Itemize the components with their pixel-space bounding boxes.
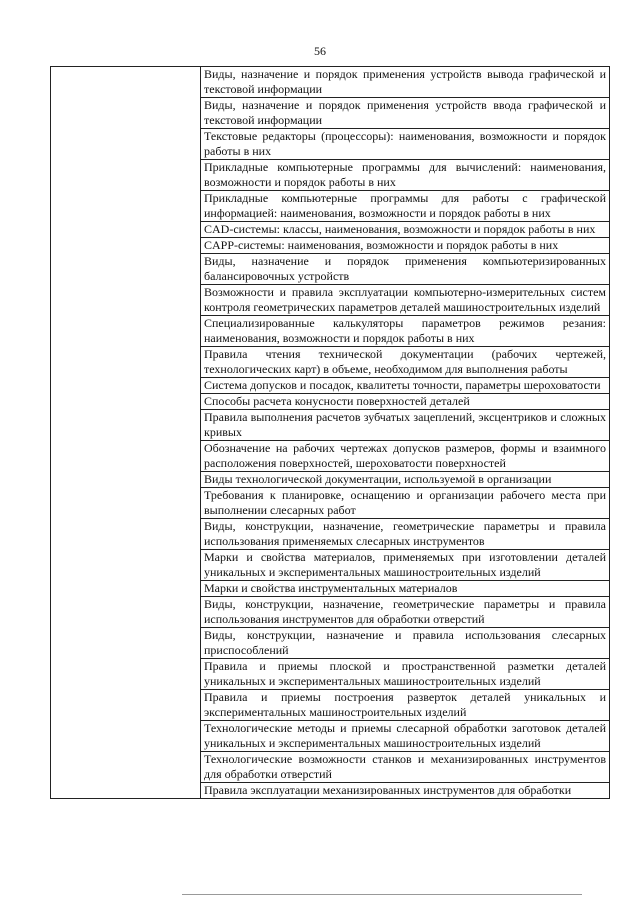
knowledge-item: Требования к планировке, оснащению и организации рабочего места при выполнении слесарных работ xyxy=(201,488,610,519)
knowledge-item: Марки и свойства материалов, применяемых при изготовлении деталей уникальных и экспериментальных машиностроительных изделий xyxy=(201,550,610,581)
table-body xyxy=(51,67,610,799)
knowledge-item: Марки и свойства инструментальных материалов xyxy=(201,581,610,597)
bottom-rule xyxy=(182,894,582,895)
knowledge-item: Виды, назначение и порядок применения устройств вывода графической и текстовой информации xyxy=(201,67,610,98)
knowledge-item: CAPP-системы: наименования, возможности и порядок работы в них xyxy=(201,238,610,254)
knowledge-item: Правила чтения технической документации (рабочих чертежей, технологических карт) в объеме, необходимом для выполнения работы xyxy=(201,347,610,378)
knowledge-item: Технологические методы и приемы слесарной обработки заготовок деталей уникальных и экспериментальных машиностроительных изделий xyxy=(201,721,610,752)
knowledge-item: Виды, назначение и порядок применения компьютеризированных балансировочных устройств xyxy=(201,254,610,285)
knowledge-item: Виды технологической документации, используемой в организации xyxy=(201,472,610,488)
knowledge-item: Виды, назначение и порядок применения устройств ввода графической и текстовой информации xyxy=(201,98,610,129)
knowledge-item: Виды, конструкции, назначение и правила использования слесарных приспособлений xyxy=(201,628,610,659)
knowledge-item: Виды, конструкции, назначение, геометрические параметры и правила использования инструментов для обработки отверстий xyxy=(201,597,610,628)
knowledge-item: Текстовые редакторы (процессоры): наименования, возможности и порядок работы в них xyxy=(201,129,610,160)
knowledge-item: Виды, конструкции, назначение, геометрические параметры и правила использования применяемых слесарных инструментов xyxy=(201,519,610,550)
knowledge-item: Возможности и правила эксплуатации компьютерно-измерительных систем контроля геометрических параметров деталей машиностроительных изделий xyxy=(201,285,610,316)
page-number: 56 xyxy=(314,44,326,58)
knowledge-item: Система допусков и посадок, квалитеты точности, параметры шероховатости xyxy=(201,378,610,394)
table-row xyxy=(51,67,610,98)
knowledge-item: Прикладные компьютерные программы для вычислений: наименования, возможности и порядок работы в них xyxy=(201,160,610,191)
knowledge-item: Способы расчета конусности поверхностей деталей xyxy=(201,394,610,410)
knowledge-item: Правила и приемы построения разверток деталей уникальных и экспериментальных машиностроительных изделий xyxy=(201,690,610,721)
knowledge-item: Правила выполнения расчетов зубчатых зацеплений, эксцентриков и сложных кривых xyxy=(201,410,610,441)
knowledge-item: Технологические возможности станков и механизированных инструментов для обработки отверстий xyxy=(201,752,610,783)
left-column-cell xyxy=(51,67,201,799)
knowledge-item: Прикладные компьютерные программы для работы с графической информацией: наименования, возможности и порядок работы в них xyxy=(201,191,610,222)
knowledge-item: CAD-системы: классы, наименования, возможности и порядок работы в них xyxy=(201,222,610,238)
knowledge-item: Обозначение на рабочих чертежах допусков размеров, формы и взаимного расположения поверхностей, шероховатости поверхностей xyxy=(201,441,610,472)
knowledge-item: Правила и приемы плоской и пространственной разметки деталей уникальных и экспериментальных машиностроительных изделий xyxy=(201,659,610,690)
requirements-table xyxy=(50,66,610,799)
knowledge-item: Правила эксплуатации механизированных инструментов для обработки xyxy=(201,783,610,799)
knowledge-item: Специализированные калькуляторы параметров режимов резания: наименования, возможности и порядок работы в них xyxy=(201,316,610,347)
